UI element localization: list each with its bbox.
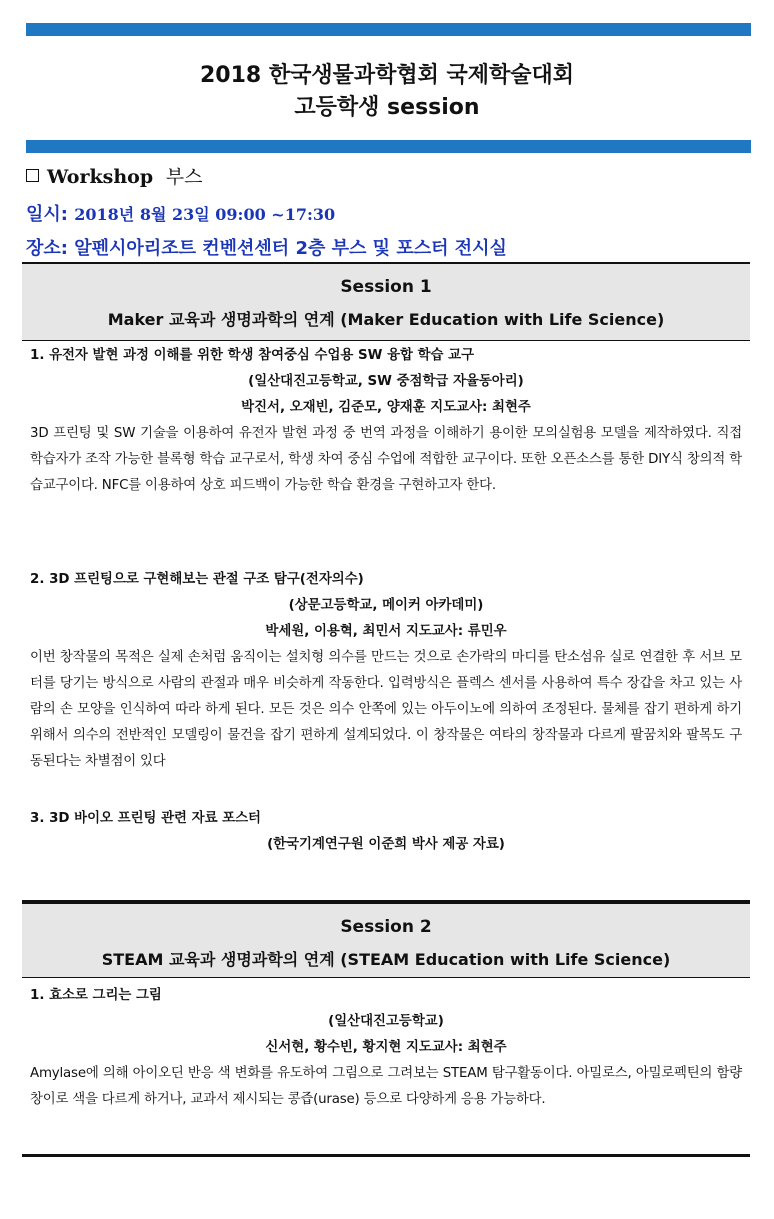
session1-item-1 [30, 343, 742, 499]
item-affiliation: (상문고등학교, 메이커 아카데미) [288, 598, 484, 613]
session2-header [22, 904, 750, 977]
item-affiliation: (한국기계연구원 이준희 박사 제공 자료) [267, 837, 505, 852]
session1-item-3 [30, 806, 742, 858]
item-authors: 박세원, 이용혁, 최민서 지도교사: 류민우 [265, 624, 507, 639]
item-body: 이번 창작물의 목적은 실제 손처럼 움직이는 설치형 의수를 만드는 것으로 손가락의 마디를 탄소섬유 실로 연결한 후 서브 모터를 당기는 방식으로 사람의 관절과 매우 비슷하게 작동한다. 입력방식은 플렉스 센서를 사용하여 특수 장갑을 차고 있는 사람의 손 모양을 인식하여 따라 하게 된다. 모든 것은 의수 안쪽에 있는 아두이노에 의하여 조정된다. 물체를 잡기 편하게 하기 위해서 의수의 전반적인 모델링이 물건을 잡기 편하게 설계되었다. 이 창작물은 여타의 창작물과 다르게 팔꿈치와 팔목도 구동된다는 차별점이 있다 [30, 650, 742, 769]
divider [22, 340, 750, 341]
item-title: 2. 3D 프린팅으로 구현해보는 관절 구조 탐구(전자의수) [30, 572, 364, 587]
session2-title: Session 2 [340, 917, 432, 937]
checkbox-square-icon [26, 169, 39, 182]
session1-title: Session 1 [340, 277, 432, 297]
item-affiliation: (일산대진고등학교) [328, 1014, 444, 1029]
item-body: Amylase에 의해 아이오딘 반응 색 변화를 유도하여 그림으로 그려보는 STEAM 탐구활동이다. 아밀로스, 아밀로펙틴의 함량 창이로 색을 다르게 하거나, 교과서 제시되는 콩즙(urase) 등으로 다양하게 응용 가능하다. [30, 1066, 742, 1107]
item-title: 1. 효소로 그리는 그림 [30, 988, 162, 1003]
divider [22, 977, 750, 978]
item-title: 1. 유전자 발현 과정 이해를 위한 학생 참여중심 수업용 SW 융합 학습 교구 [30, 348, 475, 363]
session1-subtitle: Maker 교육과 생명과학의 연계 (Maker Education with Life Science) [107, 310, 665, 329]
item-authors: 박진서, 오재빈, 김준모, 양재훈 지도교사: 최현주 [241, 400, 531, 415]
event-subtitle: 고등학생 session [294, 95, 480, 120]
session2-subtitle: STEAM 교육과 생명과학의 연계 (STEAM Education with Life Science) [101, 950, 671, 969]
event-title: 2018 한국생물과학협회 국제학술대회 [199, 63, 575, 88]
place-value: 알펜시아리조트 컨벤션센터 2층 부스 및 포스터 전시실 [74, 238, 507, 259]
event-date [26, 200, 335, 226]
session1-item-2 [30, 567, 742, 775]
item-title: 3. 3D 바이오 프린팅 관련 자료 포스터 [30, 811, 261, 826]
session2-item-1 [30, 983, 742, 1113]
session1-header [22, 264, 750, 340]
item-body: 3D 프린팅 및 SW 기술을 이용하여 유전자 발현 과정 중 번역 과정을 이해하기 용이한 모의실험용 모델을 제작하였다. 직접 학습자가 조작 가능한 블록형 학습 교구로서, 학생 차여 중심 수업에 적합한 교구이다. 또한 오픈소스를 통한 DIY식 창의적 학습교구이다. NFC를 이용하여 상호 피드백이 가능한 학습 환경을 구현하고자 한다. [30, 426, 742, 493]
workshop-heading: Workshop 부스 [26, 162, 202, 189]
item-authors: 신서현, 황수빈, 황지현 지도교사: 최현주 [265, 1040, 507, 1055]
place-label: 장소: [26, 238, 68, 259]
title-accent-bar [26, 140, 751, 153]
date-label: 일시: [26, 204, 68, 225]
top-accent-bar [26, 23, 751, 36]
item-affiliation: (일산대진고등학교, SW 중점학급 자율동아리) [248, 374, 524, 389]
event-place [26, 234, 507, 260]
bottom-divider [22, 1154, 750, 1157]
date-value: 2018년 8월 23일 09:00 ~17:30 [74, 205, 336, 224]
